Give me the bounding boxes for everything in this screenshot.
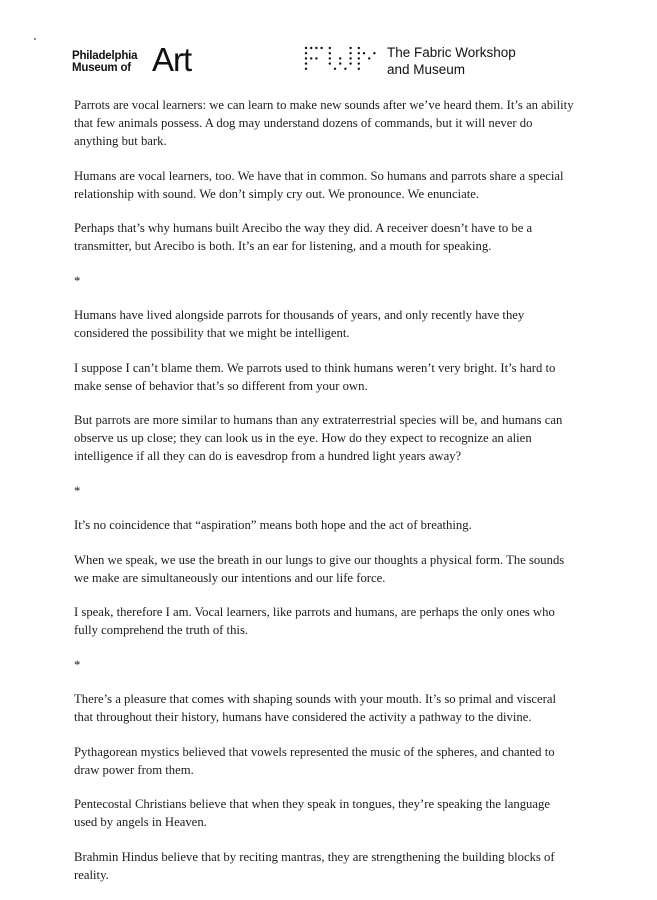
pma-logo-art: Art	[152, 41, 192, 78]
pma-logo-line2: Museum of	[72, 62, 131, 74]
fabric-workshop-museum-name	[387, 44, 516, 78]
paragraph: But parrots are more similar to humans than any extraterrestrial species will be, and humans can observe us up close; they can look us in the eye. How do they expect to recognize an alien intelligence if all they can do is eavesdrop from a hundred light years away?	[74, 413, 563, 463]
paragraph: Pentecostal Christians believe that when they speak in tongues, they’re speaking the language used by angels in Heaven.	[74, 797, 550, 829]
paragraph: I speak, therefore I am. Vocal learners, like parrots and humans, are perhaps the only ones who fully comprehend the truth of this.	[74, 605, 555, 637]
fwm-line2: and Museum	[387, 62, 466, 77]
paragraph: I suppose I can’t blame them. We parrots used to think humans weren’t very bright. It’s hard to make sense of behavior that’s so different from your own.	[74, 360, 556, 393]
paragraph: Pythagorean mystics believed that vowels represented the music of the spheres, and chanted to draw power from them.	[74, 744, 555, 777]
section-separator: *	[74, 657, 81, 672]
document-body	[74, 96, 574, 900]
section-separator: *	[74, 273, 81, 288]
paragraph: It’s no coincidence that “aspiration” means both hope and the act of breathing.	[74, 518, 472, 532]
paragraph: Humans are vocal learners, too. We have that in common. So humans and parrots share a special relationship with sound. We don’t simply cry out. We pronounce. We enunciate.	[74, 168, 564, 201]
paragraph: Perhaps that’s why humans built Arecibo the way they did. A receiver doesn’t have to be a transmitter, but Arecibo is both. It’s an ear for listening, and a mouth for speaking.	[74, 221, 533, 253]
paragraph: Parrots are vocal learners: we can learn to make new sounds after we’ve heard them. It’s an ability that few animals possess. A dog may understand dozens of commands, but it will never do anything but bark.	[74, 98, 574, 148]
scan-speck	[34, 38, 36, 40]
section-separator: *	[74, 483, 81, 498]
paragraph: When we speak, we use the breath in our lungs to give our thoughts a physical form. The sounds we make are simultaneously our intentions and our life force.	[74, 552, 565, 585]
paragraph: Humans have lived alongside parrots for thousands of years, and only recently have they considered the possibility that we might be intelligent.	[74, 308, 525, 340]
paragraph: Brahmin Hindus believe that by reciting mantras, they are strengthening the building blocks of reality.	[74, 849, 555, 882]
paragraph: There’s a pleasure that comes with shaping sounds with your mouth. It’s so primal and visceral that throughout their history, humans have considered the activity a pathway to the divine.	[74, 692, 557, 724]
fwm-line1: The Fabric Workshop	[387, 45, 516, 60]
page-header	[72, 40, 597, 80]
pma-logo-line1: Philadelphia	[72, 50, 138, 62]
fabric-workshop-logo-icon	[304, 45, 378, 73]
